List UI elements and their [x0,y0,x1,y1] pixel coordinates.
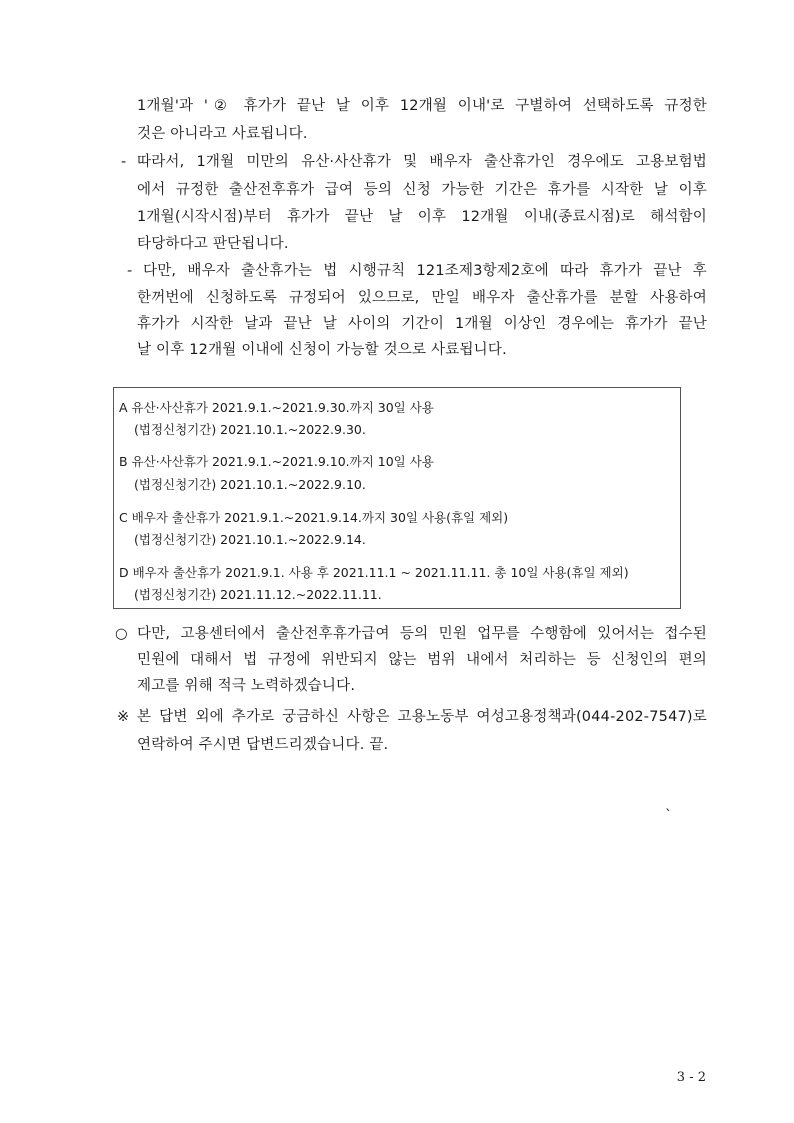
paragraph-3-bullet: - [127,263,133,279]
stray-mark: ` [665,808,672,824]
paragraph-2-line-2: 에서 규정한 출산전후휴가 급여 등의 신청 가능한 기간은 휴가를 시작한 날 이후 [137,182,707,198]
paragraph-3-line-2: 한꺼번에 신청하도록 규정되어 있으므로, 만일 배우자 출산휴가를 분할 사용하여 [137,290,707,306]
reference-note-bullet: ※ [117,709,130,725]
paragraph-2-line-4: 타당하다고 판단됩니다. [137,236,289,252]
example-b-line-2: (법정신청기간) 2021.10.1.~2022.9.10. [134,477,366,492]
paragraph-1-line-1: 1개월'과 '② 휴가가 끝난 날 이후 12개월 이내'로 구별하여 선택하도록 규정한 [137,98,707,114]
example-c-line-2: (법정신청기간) 2021.10.1.~2022.9.14. [134,532,366,547]
circle-note-bullet: ○ [115,626,128,642]
paragraph-2-bullet: - [121,154,127,170]
example-c-line-1: C 배우자 출산휴가 2021.9.1.~2021.9.14.까지 30일 사용(휴일 제외) [119,510,509,525]
circle-note-line-3: 제고를 위해 적극 노력하겠습니다. [137,678,356,694]
reference-note-line-1: 본 답변 외에 추가로 궁금하신 사항은 고용노동부 여성고용정책과(044-202-7547)로 [137,709,707,725]
paragraph-2-line-1: 따라서, 1개월 미만의 유산·사산휴가 및 배우자 출산휴가인 경우에도 고용보험법 [137,154,707,170]
circle-note-line-2: 민원에 대해서 법 규정에 위반되지 않는 범위 내에서 처리하는 등 신청인의 편의 [137,652,707,668]
example-a-line-1: A 유산·사산휴가 2021.9.1.~2021.9.30.까지 30일 사용 [119,400,434,415]
paragraph-2-line-3: 1개월(시작시점)부터 휴가가 끝난 날 이후 12개월 이내(종료시점)로 해석함이 [137,209,707,225]
examples-box [113,387,681,609]
reference-note-line-2: 연락하여 주시면 답변드리겠습니다. 끝. [137,737,389,753]
paragraph-3-line-3: 휴가가 시작한 날과 끝난 날 사이의 기간이 1개월 이상인 경우에는 휴가가 끝난 [137,316,707,332]
paragraph-1-line-2: 것은 아니라고 사료됩니다. [137,126,308,142]
paragraph-3-line-4: 날 이후 12개월 이내에 신청이 가능할 것으로 사료됩니다. [137,342,507,358]
paragraph-3-line-1: 다만, 배우자 출산휴가는 법 시행규칙 121조제3항제2호에 따라 휴가가 끝난 후 [143,263,707,279]
circle-note-line-1: 다만, 고용센터에서 출산전후휴가급여 등의 민원 업무를 수행함에 있어서는 접수된 [137,626,707,642]
page-number: 3 - 2 [676,1070,706,1085]
example-b-line-1: B 유산·사산휴가 2021.9.1.~2021.9.10.까지 10일 사용 [119,454,434,469]
example-a-line-2: (법정신청기간) 2021.10.1.~2022.9.30. [134,422,366,437]
example-d-line-2: (법정신청기간) 2021.11.12.~2022.11.11. [134,587,382,602]
example-d-line-1: D 배우자 출산휴가 2021.9.1. 사용 후 2021.11.1 ~ 2021.11.11. 총 10일 사용(휴일 제외) [119,565,629,580]
